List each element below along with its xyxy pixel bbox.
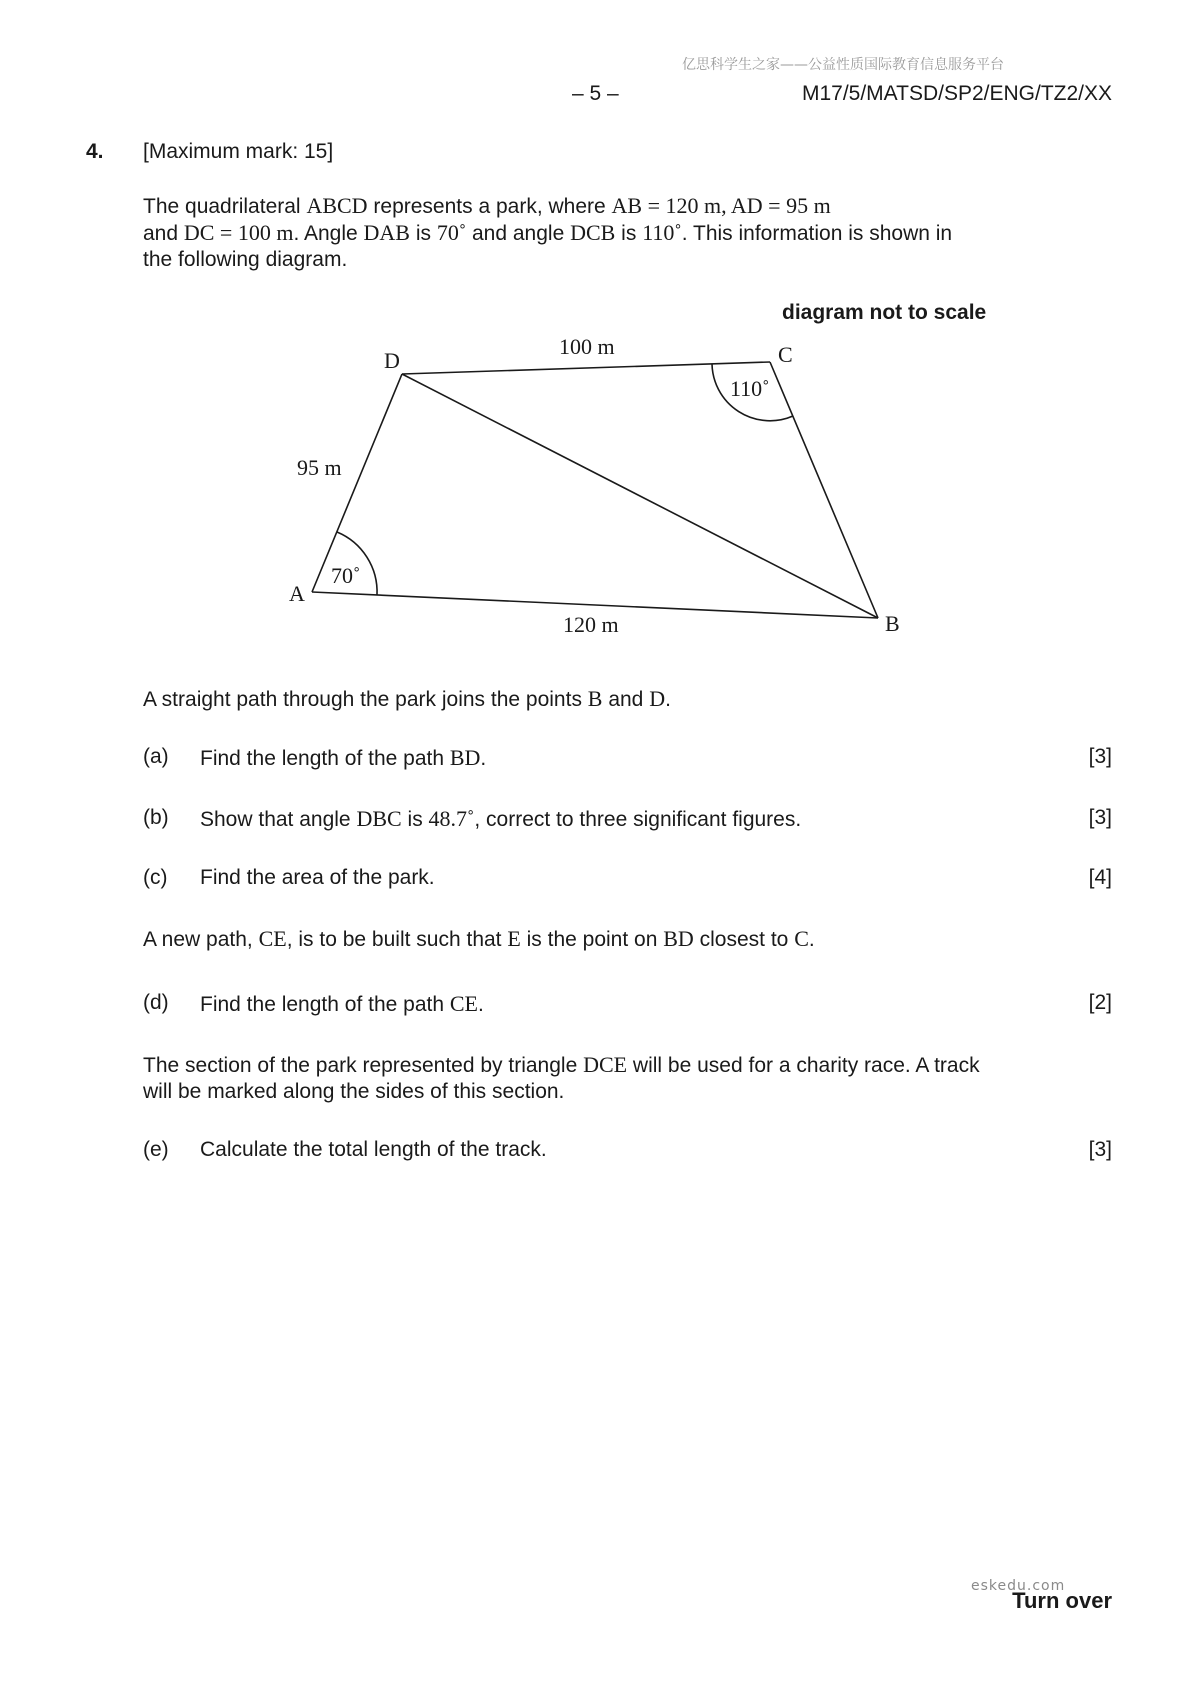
part-d-marks: [2]: [1088, 991, 1112, 1014]
header-watermark: 亿思科学生之家——公益性质国际教育信息服务平台: [682, 57, 1004, 73]
race-line-2: will be marked along the sides of this section.: [143, 1080, 565, 1103]
side-dc-label: 100 m: [559, 334, 615, 359]
vertex-d-label: D: [384, 348, 400, 373]
angle-a-label: 70˚: [331, 563, 361, 588]
side-ad-label: 95 m: [297, 455, 342, 480]
part-d-text: Find the length of the path CE.: [200, 991, 484, 1016]
intro-line-3: the following diagram.: [143, 248, 348, 271]
part-e-marks: [3]: [1088, 1138, 1112, 1161]
diagonal-bd: [402, 374, 878, 618]
part-c-text: Find the area of the park.: [200, 866, 435, 889]
intro-line-2: and DC = 100 m. Angle DAB is 70˚ and angle DCB is 110˚. This information is shown in: [143, 220, 953, 245]
quadrilateral-diagram: [0, 0, 1191, 700]
page-number: – 5 –: [572, 82, 619, 105]
part-a-text: Find the length of the path BD.: [200, 745, 487, 770]
side-da: [312, 374, 402, 592]
footer-watermark: eskedu.com: [971, 1578, 1066, 1594]
path-sentence: A straight path through the park joins the points B and D.: [143, 686, 671, 711]
new-path-sentence: A new path, CE, is to be built such that E is the point on BD closest to C.: [143, 926, 815, 951]
part-a-marks: [3]: [1088, 745, 1112, 768]
intro-line-1: The quadrilateral ABCD represents a park, where AB = 120 m, AD = 95 m: [143, 193, 831, 218]
part-b-text: Show that angle DBC is 48.7˚, correct to three significant figures.: [200, 806, 802, 831]
question-number: 4.: [86, 140, 104, 163]
vertex-a-label: A: [289, 581, 305, 606]
diagram-scale-note: diagram not to scale: [782, 301, 987, 324]
part-c-marks: [4]: [1088, 866, 1112, 889]
vertex-c-label: C: [778, 342, 793, 367]
part-e-label: (e): [143, 1138, 169, 1161]
part-a-label: (a): [143, 745, 169, 768]
vertex-b-label: B: [885, 611, 900, 636]
max-mark: [Maximum mark: 15]: [143, 140, 334, 163]
side-ab-label: 120 m: [563, 612, 619, 637]
part-e-text: Calculate the total length of the track.: [200, 1138, 547, 1161]
angle-c-label: 110˚: [730, 376, 770, 401]
part-d-label: (d): [143, 991, 169, 1014]
side-bc: [770, 362, 878, 618]
paper-code: M17/5/MATSD/SP2/ENG/TZ2/XX: [801, 82, 1112, 105]
turn-over: Turn over: [1012, 1588, 1112, 1613]
part-b-label: (b): [143, 806, 169, 829]
race-line-1: The section of the park represented by triangle DCE will be used for a charity race. A track: [143, 1052, 980, 1077]
part-c-label: (c): [143, 866, 168, 889]
side-cd: [402, 362, 770, 374]
part-b-marks: [3]: [1088, 806, 1112, 829]
